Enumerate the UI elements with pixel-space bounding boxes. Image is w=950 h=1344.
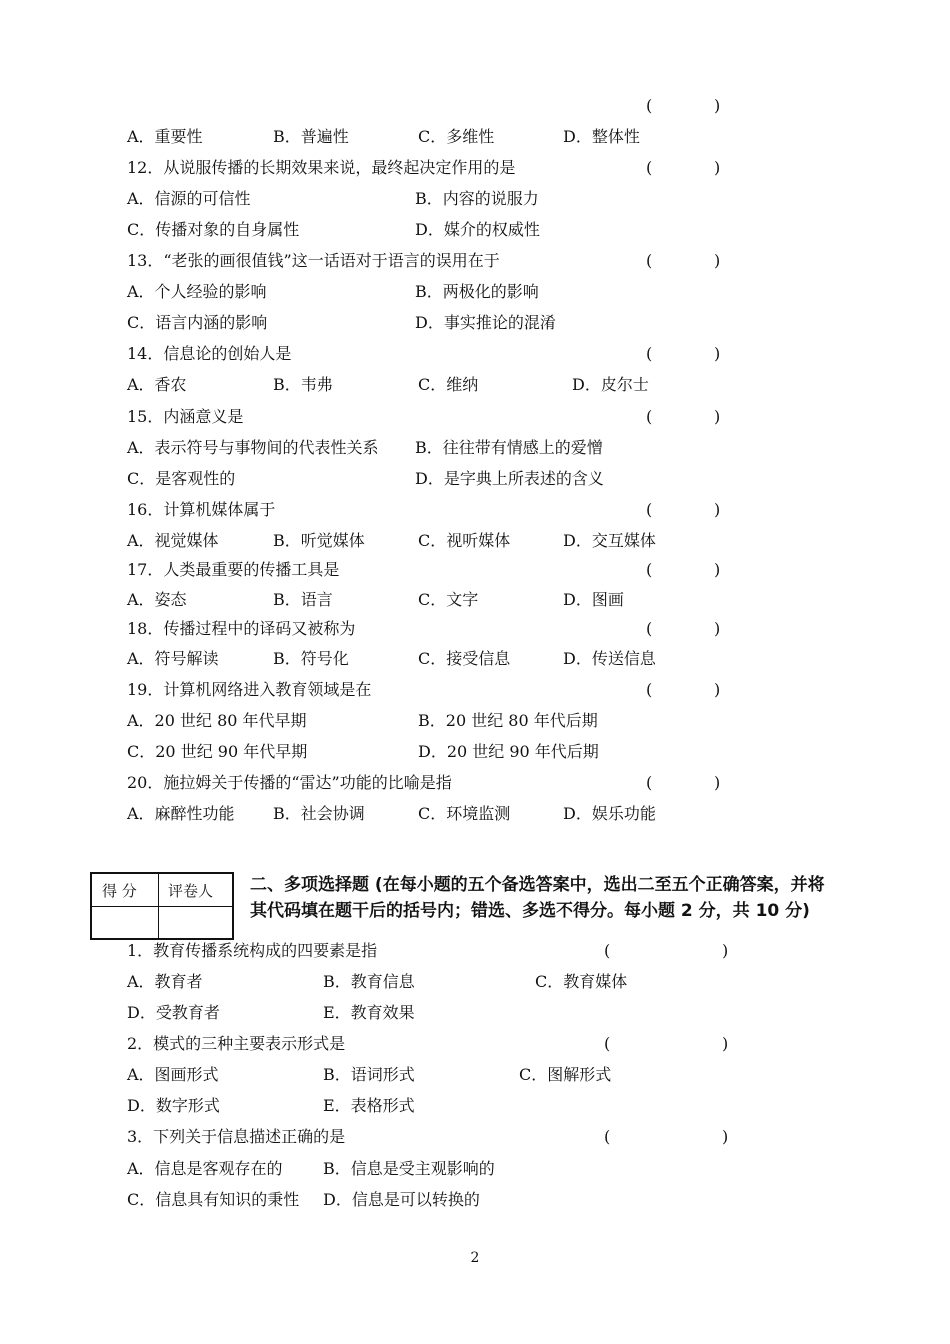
answer-bracket-open: ( (646, 619, 653, 638)
option-text: D．数字形式 (127, 1096, 220, 1115)
answer-bracket-close: ) (722, 1127, 729, 1146)
option-text: A．香农 (127, 375, 187, 394)
answer-bracket-close: ) (714, 619, 721, 638)
answer-bracket-open: ( (604, 1127, 611, 1146)
question-text: 16．计算机媒体属于 (127, 500, 276, 519)
page-number: 2 (470, 1250, 480, 1266)
option-text: A．符号解读 (127, 649, 219, 668)
score-table (90, 872, 234, 940)
option-text: D．整体性 (563, 127, 640, 146)
option-text: B．普遍性 (273, 127, 349, 146)
option-text: C．传播对象的自身属性 (127, 220, 300, 239)
option-text: D．信息是可以转换的 (323, 1190, 480, 1209)
question-text: 13．“老张的画很值钱”这一话语对于语言的误用在于 (127, 251, 500, 270)
option-text: D．媒介的权威性 (415, 220, 540, 239)
question-text: 12．从说服传播的长期效果来说，最终起决定作用的是 (127, 158, 516, 177)
answer-bracket-open: ( (604, 1034, 611, 1053)
option-text: B．往往带有情感上的爱憎 (415, 438, 603, 457)
option-text: A．个人经验的影响 (127, 282, 267, 301)
answer-bracket-close: ) (714, 560, 721, 579)
option-text: D．是字典上所表述的含义 (415, 469, 604, 488)
option-text: B．语言 (273, 590, 333, 609)
answer-bracket-open: ( (646, 344, 653, 363)
option-text: B．听觉媒体 (273, 531, 365, 550)
option-text: D．娱乐功能 (563, 804, 656, 823)
option-text: C．图解形式 (519, 1065, 612, 1084)
answer-bracket-close: ) (722, 941, 729, 960)
score-label: 得 分 (102, 882, 137, 900)
section-2-heading: 二、多项选择题 (在每小题的五个备选答案中，选出二至五个正确答案，并将其代码填在题干后的括号内；错选、多选不得分。每小题 2 分，共 10 分) (250, 875, 825, 921)
option-text: C．环境监测 (418, 804, 511, 823)
option-text: D．受教育者 (127, 1003, 220, 1022)
option-text: A．表示符号与事物间的代表性关系 (127, 438, 379, 457)
question-text: 20．施拉姆关于传播的“雷达”功能的比喻是指 (127, 773, 452, 792)
answer-bracket-close: ) (714, 680, 721, 699)
option-text: D．图画 (563, 590, 624, 609)
question-text: 18．传播过程中的译码又被称为 (127, 619, 356, 638)
answer-bracket-open: ( (646, 407, 653, 426)
answer-bracket-close: ) (714, 158, 721, 177)
question-text: 14．信息论的创始人是 (127, 344, 292, 363)
answer-bracket-close: ) (722, 1034, 729, 1053)
option-text: B．社会协调 (273, 804, 365, 823)
option-text: C．接受信息 (418, 649, 511, 668)
question-text: 1．教育传播系统构成的四要素是指 (127, 941, 378, 960)
option-text: E．教育效果 (323, 1003, 415, 1022)
option-text: A．信源的可信性 (127, 189, 251, 208)
option-text: D．传送信息 (563, 649, 656, 668)
option-text: B．信息是受主观影响的 (323, 1159, 495, 1178)
option-text: C．维纳 (418, 375, 479, 394)
option-text: D．事实推论的混淆 (415, 313, 556, 332)
option-text: A．视觉媒体 (127, 531, 219, 550)
option-text: C．视听媒体 (418, 531, 511, 550)
answer-bracket-open: ( (646, 560, 653, 579)
option-text: A．姿态 (127, 590, 187, 609)
answer-bracket-close: ) (714, 344, 721, 363)
answer-bracket-close: ) (714, 407, 721, 426)
option-text: C．语言内涵的影响 (127, 313, 268, 332)
question-text: 2．模式的三种主要表示形式是 (127, 1034, 346, 1053)
option-text: B．韦弗 (273, 375, 333, 394)
question-text: 17．人类最重要的传播工具是 (127, 560, 340, 579)
option-text: B．符号化 (273, 649, 349, 668)
option-text: A．图画形式 (127, 1065, 219, 1084)
answer-bracket-close: ) (714, 500, 721, 519)
option-text: C．教育媒体 (535, 972, 628, 991)
option-text: B．教育信息 (323, 972, 415, 991)
option-text: D．皮尔士 (572, 375, 649, 394)
question-text: 19．计算机网络进入教育领域是在 (127, 680, 372, 699)
question-text: 3．下列关于信息描述正确的是 (127, 1127, 346, 1146)
option-text: C．是客观性的 (127, 469, 236, 488)
answer-bracket-open: ( (604, 941, 611, 960)
option-text: A．麻醉性功能 (127, 804, 235, 823)
answer-bracket-open: ( (646, 773, 653, 792)
answer-bracket-open: ( (646, 158, 653, 177)
option-text: A．重要性 (127, 127, 203, 146)
grader-label: 评卷人 (168, 882, 214, 900)
answer-bracket-close: ) (714, 773, 721, 792)
option-text: A．信息是客观存在的 (127, 1159, 283, 1178)
answer-bracket-open: ( (646, 251, 653, 270)
option-text: A．20 世纪 80 年代早期 (127, 711, 307, 730)
answer-bracket-close: ) (714, 96, 721, 115)
option-text: D．交互媒体 (563, 531, 656, 550)
option-text: A．教育者 (127, 972, 203, 991)
option-text: C．多维性 (418, 127, 495, 146)
option-text: D．20 世纪 90 年代后期 (418, 742, 599, 761)
option-text: E．表格形式 (323, 1096, 415, 1115)
option-text: C．文字 (418, 590, 479, 609)
answer-bracket-open: ( (646, 500, 653, 519)
question-text: 15．内涵意义是 (127, 407, 244, 426)
option-text: B．内容的说服力 (415, 189, 539, 208)
answer-bracket-open: ( (646, 680, 653, 699)
option-text: B．两极化的影响 (415, 282, 539, 301)
option-text: C．信息具有知识的秉性 (127, 1190, 300, 1209)
option-text: B．语词形式 (323, 1065, 415, 1084)
option-text: C．20 世纪 90 年代早期 (127, 742, 308, 761)
answer-bracket-close: ) (714, 251, 721, 270)
option-text: B．20 世纪 80 年代后期 (418, 711, 598, 730)
answer-bracket-open: ( (646, 96, 653, 115)
